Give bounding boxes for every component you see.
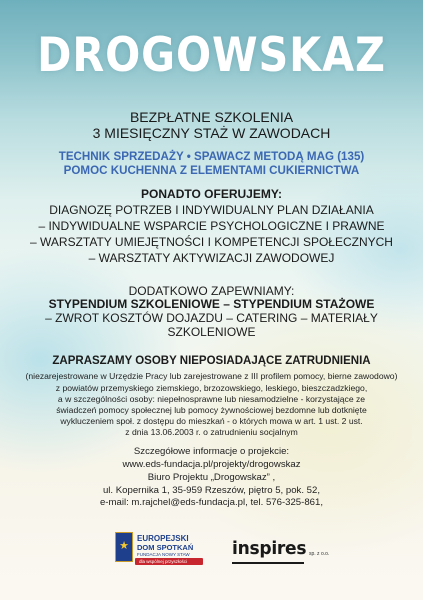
invite-line: świadczeń pomocy społecznej lub pomocy żywnościowej bezdomne lub dotknięte [56, 405, 367, 415]
inspires-underline [232, 562, 304, 564]
invite-line: (niezarejestrowane w Urzędzie Pracy lub zarejestrowane z III profilem pomocy, bierne zawodowo) [25, 371, 398, 381]
contact-email-phone[interactable]: e-mail: m.rajchel@eds-fundacja.pl, tel. 576-325-861, [99, 497, 324, 508]
invite-line: z powiatów przemyskiego ziemskiego, brzozowskiego, leskiego, bieszczadzkiego, [55, 383, 368, 393]
logo-left-line1: EUROPEJSKI [137, 534, 189, 543]
project-website-link[interactable]: www.eds-fundacja.pl/projekty/drogowskaz [122, 459, 301, 470]
inspires-suffix: sp. z o.o. [309, 551, 330, 557]
extras-line: – ZWROT KOSZTÓW DOJAZDU – CATERING – MATERIAŁY [45, 311, 378, 325]
logo-left-line3: FUNDACJA NOWY STAW [137, 552, 190, 557]
offer-heading: PONADTO OFERUJEMY: [141, 187, 282, 201]
poster-title: DROGOWSKAZ [37, 28, 386, 83]
professions-line-2: POMOC KUCHENNA Z ELEMENTAMI CUKIERNICTWA [63, 164, 360, 177]
offer-item: – WARSZTATY AKTYWIZACJI ZAWODOWEJ [88, 251, 335, 265]
contact-intro: Szczegółowe informacje o projekcie: [133, 446, 290, 457]
extras-heading: DODATKOWO ZAPEWNIAMY: [128, 284, 295, 298]
offer-item: – INDYWIDUALNE WSPARCIE PSYCHOLOGICZNE I PRAWNE [38, 219, 385, 233]
inspires-logo [232, 538, 342, 566]
flag-star-icon: ★ [115, 532, 133, 562]
subtitle-trainings: BEZPŁATNE SZKOLENIA [129, 109, 294, 125]
invite-line: wykluczeniem społ. z dostępu do mieszkań - o których mowa w art. 1 ust. 2 ust. [60, 416, 363, 426]
inspires-wordmark: inspires [232, 538, 307, 559]
extras-stipends: STYPENDIUM SZKOLENIOWE – STYPENDIUM STAŻOWE [48, 297, 375, 311]
contact-address: ul. Kopernika 1, 35-959 Rzeszów, piętro 5, pok. 52, [102, 485, 321, 496]
professions-line-1: TECHNIK SPRZEDAŻY • SPAWACZ METODĄ MAG (135) [58, 150, 365, 163]
logo-left-bar-text: dla wspólnej przyszłości [139, 559, 188, 564]
invite-heading: ZAPRASZAMY OSOBY NIEPOSIADAJĄCE ZATRUDNIENIA [52, 355, 371, 367]
logo-left-line2: DOM SPOTKAŃ [137, 543, 194, 552]
offer-item: DIAGNOZĘ POTRZEB I INDYWIDUALNY PLAN DZIAŁANIA [49, 203, 374, 217]
invite-line: z dnia 13.06.2003 r. o zatrudnieniu socjalnym [125, 427, 298, 437]
contact-office: Biuro Projektu „Drogowskaz” , [147, 472, 276, 483]
subtitle-internship: 3 MIESIĘCZNY STAŻ W ZAWODACH [92, 125, 331, 141]
extras-line: SZKOLENIOWE [167, 325, 256, 339]
europejski-dom-spotkan-logo [115, 530, 209, 572]
invite-line: a w szczególności osoby: niepełnosprawne lub niesamodzielne - korzystające ze [57, 394, 366, 404]
offer-item: – WARSZTATY UMIEJĘTNOŚCI I KOMPETENCJI SPOŁECZNYCH [30, 235, 393, 249]
